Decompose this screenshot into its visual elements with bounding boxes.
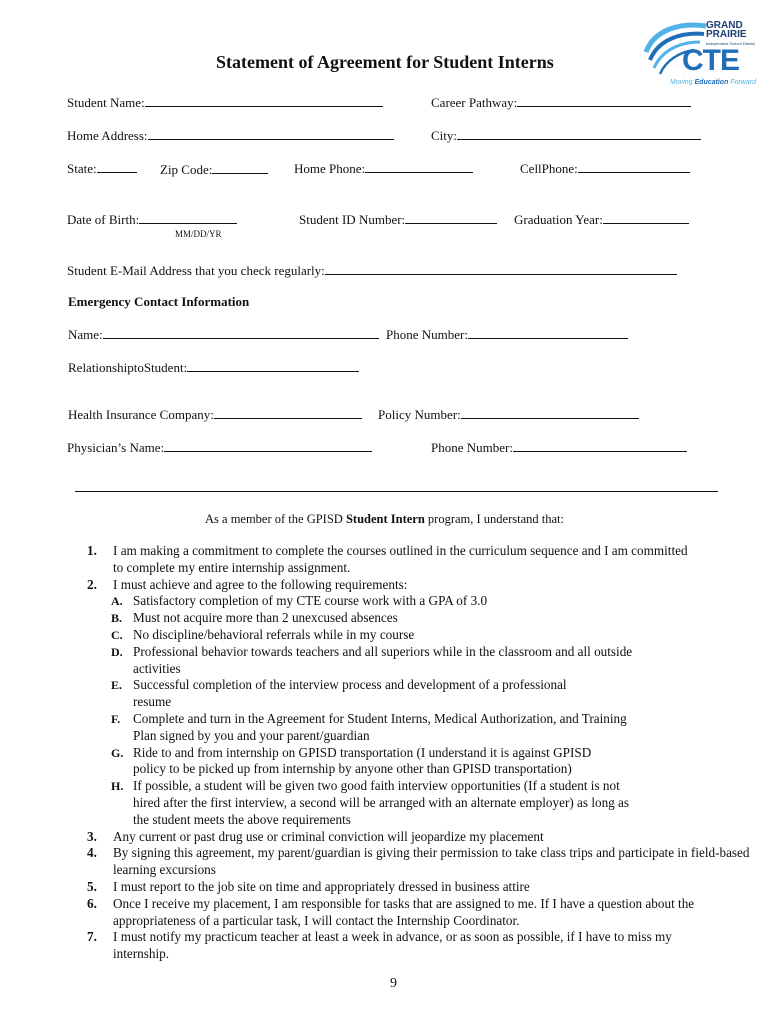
physician-phone-label: Phone Number: [431, 440, 513, 455]
relationship-field[interactable] [68, 359, 359, 376]
career-pathway-field[interactable] [431, 94, 691, 111]
ec-phone-blank[interactable] [468, 326, 628, 339]
city-blank[interactable] [457, 127, 701, 140]
student-name-label: Student Name: [67, 95, 145, 110]
sub-list-item: B. Must not acquire more than 2 unexcused absences [111, 610, 398, 626]
city-label: City: [431, 128, 458, 143]
list-item: 6. Once I receive my placement, I am responsible for tasks that are assigned to me. If I have a question about the appropriateness of a particular task, I will contact the Internship Coordinator. [87, 895, 695, 928]
sub-list-item: D. Professional behavior towards teachers and all superiors while in the classroom and all outside activities [111, 643, 633, 676]
home-address-label: Home Address: [67, 128, 148, 143]
zip-blank[interactable] [212, 161, 268, 174]
page-number: 9 [390, 976, 397, 991]
career-pathway-label: Career Pathway: [431, 95, 518, 110]
student-id-label: Student ID Number: [299, 212, 406, 227]
state-blank[interactable] [97, 160, 137, 173]
dob-format-hint: MM/DD/YR [175, 229, 222, 239]
career-pathway-blank[interactable] [517, 94, 691, 107]
dob-label: Date of Birth: [67, 212, 140, 227]
physician-label: Physician’s Name: [67, 440, 165, 455]
relationship-blank[interactable] [187, 359, 359, 372]
insurance-field[interactable] [68, 406, 362, 423]
cell-phone-label: CellPhone: [520, 161, 578, 176]
student-name-blank[interactable] [145, 94, 383, 107]
grad-year-label: Graduation Year: [514, 212, 603, 227]
sub-list-item: G. Ride to and from internship on GPISD transportation (I understand it is against GPISD policy to be picked up from internship by anyone other than GPISD transportation) [111, 744, 592, 777]
state-label: State: [67, 161, 97, 176]
sub-list-item: H. If possible, a student will be given two good faith interview opportunities (If a student is not hired after the first interview, a second will be arranged with an alternate employer) as long as the student meets the above requirements [111, 778, 630, 827]
email-label: Student E-Mail Address that you check regularly: [67, 263, 325, 278]
logo-tagline: Moving Education Forward [670, 79, 756, 86]
logo-district: Independent School District [706, 41, 755, 46]
ec-name-field[interactable] [68, 326, 379, 343]
physician-blank[interactable] [164, 439, 372, 452]
policy-field[interactable] [378, 406, 639, 423]
dob-blank[interactable] [139, 211, 237, 224]
student-name-field[interactable] [67, 94, 383, 111]
state-field[interactable] [67, 160, 137, 177]
home-address-field[interactable] [67, 127, 394, 144]
policy-blank[interactable] [461, 406, 639, 419]
zip-field[interactable] [160, 161, 268, 178]
home-phone-field[interactable] [294, 160, 473, 177]
sub-list-item: F. Complete and turn in the Agreement for Student Interns, Medical Authorization, and Training Plan signed by you and your parent/guardian [111, 710, 627, 743]
logo-cte: CTE [682, 44, 739, 77]
logo-grand: GRAND [706, 20, 743, 31]
section-divider [75, 491, 718, 492]
ec-phone-field[interactable] [386, 326, 628, 343]
city-field[interactable] [431, 127, 701, 144]
list-item: 5. I must report to the job site on time and appropriately dressed in business attire [87, 878, 530, 894]
grad-year-blank[interactable] [603, 211, 689, 224]
sub-list-item: C. No discipline/behavioral referrals while in my course [111, 626, 415, 642]
agreement-list [87, 543, 770, 963]
home-phone-blank[interactable] [365, 160, 473, 173]
physician-field[interactable] [67, 439, 372, 456]
insurance-blank[interactable] [214, 406, 362, 419]
sub-list-item: E. Successful completion of the interview process and development of a professional resume [111, 677, 567, 710]
list-item: 2. I must achieve and agree to the following requirements: [87, 576, 408, 592]
ec-name-label: Name: [68, 327, 103, 342]
sub-list-item: A. Satisfactory completion of my CTE course work with a GPA of 3.0 [111, 593, 488, 609]
dob-field[interactable] [67, 211, 237, 228]
cell-phone-blank[interactable] [578, 160, 690, 173]
relationship-label: RelationshiptoStudent: [68, 360, 188, 375]
intro-text: As a member of the GPISD Student Intern program, I understand that: [205, 512, 564, 526]
gpisd-cte-logo [640, 18, 756, 93]
ec-phone-label: Phone Number: [386, 327, 468, 342]
grad-year-field[interactable] [514, 211, 689, 228]
list-item: 1. I am making a commitment to complete the courses outlined in the curriculum sequence and I am committed to complete my entire internship assignment. [87, 543, 688, 575]
cell-phone-field[interactable] [520, 160, 690, 177]
home-phone-label: Home Phone: [294, 161, 366, 176]
zip-label: Zip Code: [160, 162, 213, 177]
list-item: 3. Any current or past drug use or criminal conviction will jeopardize my placement [87, 828, 544, 844]
student-id-field[interactable] [299, 211, 497, 228]
email-blank[interactable] [325, 262, 677, 275]
emergency-heading: Emergency Contact Information [68, 294, 250, 309]
page-title: Statement of Agreement for Student Interns [216, 52, 554, 72]
ec-name-blank[interactable] [103, 326, 379, 339]
insurance-label: Health Insurance Company: [68, 407, 214, 422]
email-field[interactable] [67, 262, 677, 279]
policy-label: Policy Number: [378, 407, 461, 422]
logo-prairie: PRAIRIE [706, 29, 747, 40]
list-item: 7. I must notify my practicum teacher at least a week in advance, or as soon as possible, if I have to miss my internship. [87, 929, 672, 962]
home-address-blank[interactable] [148, 127, 394, 140]
physician-phone-field[interactable] [431, 439, 687, 456]
list-item: 4. By signing this agreement, my parent/guardian is giving their permission to take class trips and participate in field-based learning excursions [87, 845, 750, 878]
physician-phone-blank[interactable] [513, 439, 687, 452]
student-id-blank[interactable] [405, 211, 497, 224]
